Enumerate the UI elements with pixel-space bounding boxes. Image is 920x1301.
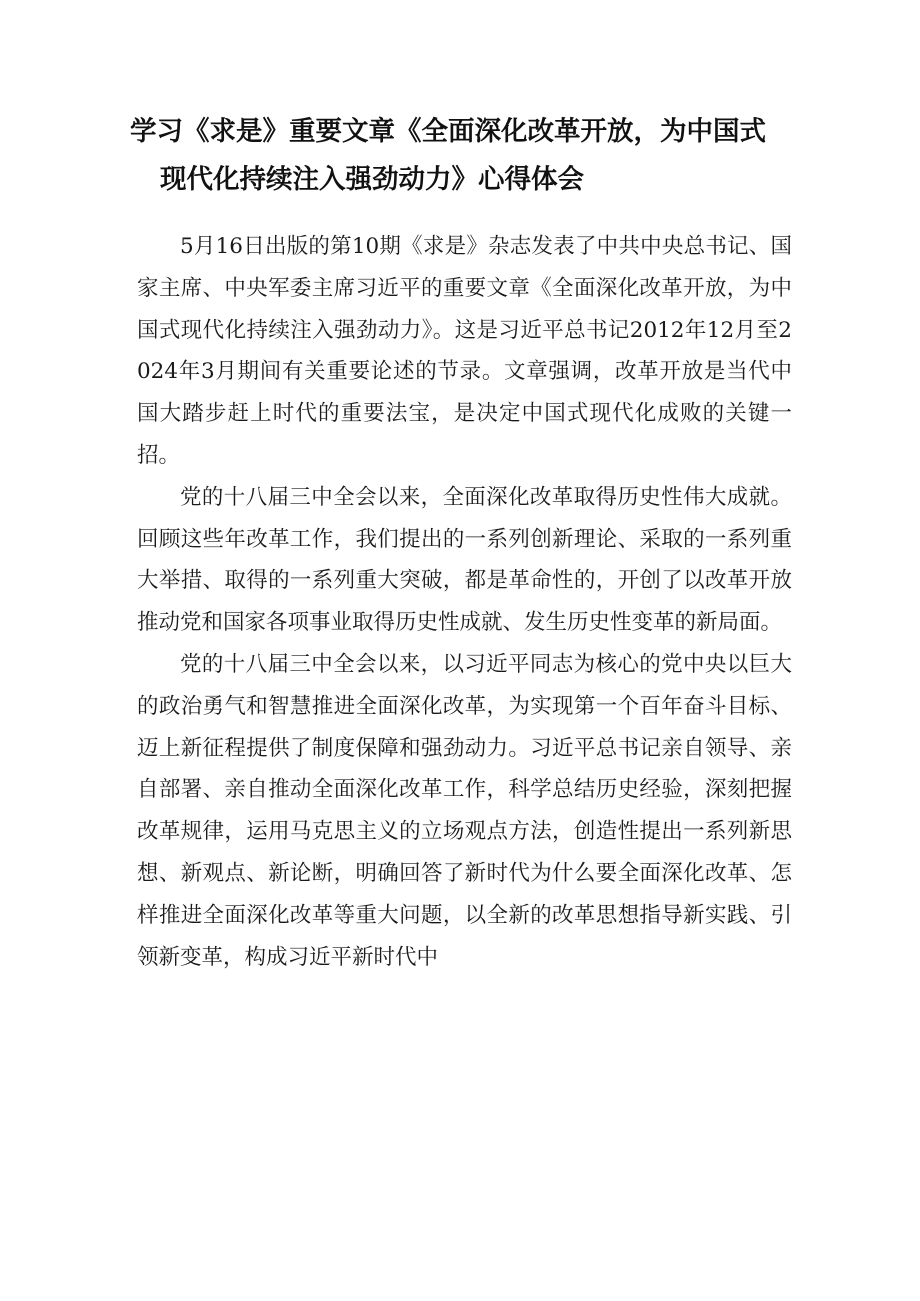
paragraph-3: 党的十八届三中全会以来，以习近平同志为核心的党中央以巨大的政治勇气和智慧推进全面深化改革，为实现第一个百年奋斗目标、迈上新征程提供了制度保障和强劲动力。习近平总书记亲自领导、亲自部署、亲自推动全面深化改革工作，科学总结历史经验，深刻把握改革规律，运用马克思主义的立场观点方法，创造性提出一系列新思想、新观点、新论断，明确回答了新时代为什么要全面深化改革、怎样推进全面深化改革等重大问题，以全新的改革思想指导新实践、引领新变革，构成习近平新时代中	[137, 651, 792, 970]
paragraph-1: 5月16日出版的第10期《求是》杂志发表了中共中央总书记、国家主席、中央军委主席习近平的重要文章《全面深化改革开放，为中国式现代化持续注入强劲动力》。这是习近平总书记2012年12月至2024年3月期间有关重要论述的节录。文章强调，改革开放是当代中国大踏步赶上时代的重要法宝，是决定中国式现代化成败的关键一招。	[137, 234, 792, 468]
title-line-1: 学习《求是》重要文章《全面深化改革开放，为中国式	[130, 116, 766, 147]
paragraph-2: 党的十八届三中全会以来，全面深化改革取得历史性伟大成就。回顾这些年改革工作，我们提出的一系列创新理论、采取的一系列重大举措、取得的一系列重大突破，都是革命性的，开创了以改革开放推动党和国家各项事业取得历史性成就、发生历史性变革的新局面。	[137, 484, 792, 636]
document-title	[130, 108, 800, 204]
title-line-2: 现代化持续注入强劲动力》心得体会	[160, 164, 584, 195]
document-body	[137, 226, 792, 978]
